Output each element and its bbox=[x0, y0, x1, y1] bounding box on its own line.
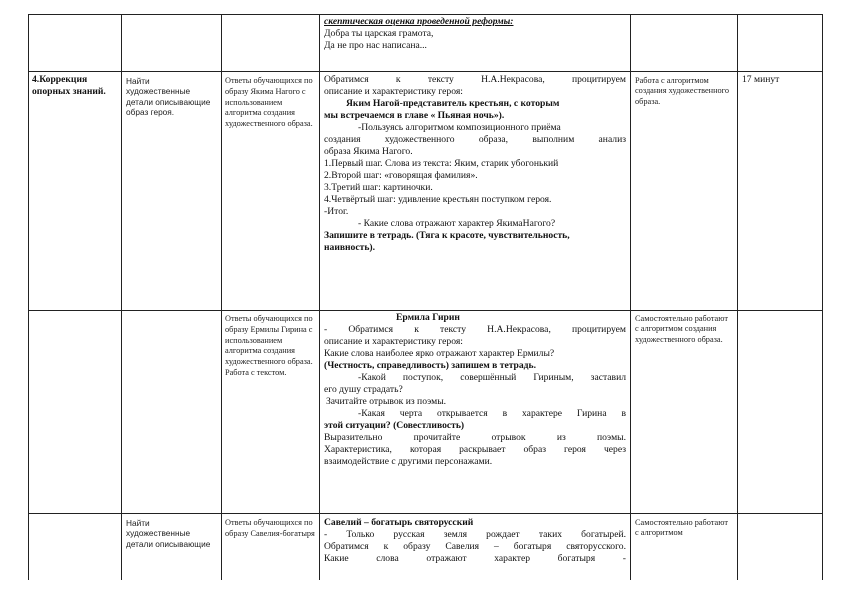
lesson-content-cell bbox=[324, 312, 626, 468]
activity-line: Зачитайте отрывок из поэмы. bbox=[326, 396, 447, 407]
time-text: 17 минут bbox=[742, 74, 780, 85]
activity-line: (Честность, справедливость) запишем в тетрадь. bbox=[324, 360, 536, 371]
activity-line: 2.Второй шаг: «говорящая фамилия». bbox=[324, 170, 478, 181]
table-border bbox=[121, 14, 122, 580]
lesson-content-cell bbox=[324, 517, 626, 565]
activity-line: мы встречаемся в главе « Пьяная ночь»). bbox=[324, 110, 505, 121]
result-cell bbox=[635, 76, 733, 107]
activity-line: Характеристика, которая раскрывает образ героя через bbox=[324, 444, 626, 455]
result-cell bbox=[635, 518, 733, 539]
table-row bbox=[324, 16, 626, 52]
result-cell bbox=[635, 314, 733, 345]
activity-line: образа Якима Нагого. bbox=[324, 146, 413, 157]
student-activity-text: Ответы обучающихся по образу Савелия-богатыря bbox=[225, 518, 315, 538]
activity-line: 3.Третий шаг: картиночки. bbox=[324, 182, 433, 193]
teacher-activity-text: Найти художественные детали описывающие образ героя. bbox=[126, 76, 211, 118]
activity-line: - Обратимся к тексту Н.А.Некрасова, процитируем bbox=[324, 324, 626, 335]
activity-line: описание и характеристику героя: bbox=[324, 336, 463, 347]
table-border bbox=[630, 14, 631, 580]
teacher-activity-cell bbox=[126, 76, 216, 118]
activity-line: - Только русская земля рождает таких богатырей. bbox=[324, 529, 626, 540]
activity-line: Запишите в тетрадь. (Тяга к красоте, чувствительность, bbox=[324, 230, 570, 241]
activity-line: - Какие слова отражают характер ЯкимаНагого? bbox=[358, 218, 556, 229]
table-border bbox=[737, 14, 738, 580]
table-border bbox=[822, 14, 823, 580]
student-activity-cell bbox=[225, 76, 315, 130]
activity-line: Яким Нагой-представитель крестьян, с которым bbox=[346, 98, 560, 109]
student-activity-text: Ответы обучающихся по образу Ермилы Гирина с использованием алгоритма создания художественного образа. Работа с текстом. bbox=[225, 314, 313, 377]
teacher-activity-cell bbox=[126, 518, 216, 549]
time-cell bbox=[742, 74, 820, 86]
activity-line: 4.Четвёртый шаг: удивление крестьян поступком героя. bbox=[324, 194, 552, 205]
result-text: Самостоятельно работают с алгоритмом создания художественного образа. bbox=[635, 314, 728, 344]
activity-line: Да не про нас написана... bbox=[324, 40, 427, 51]
activity-line: Савелий – богатырь святорусский bbox=[324, 517, 474, 528]
activity-line: Ермила Гирин bbox=[396, 312, 460, 323]
activity-line: Какие слова отражают характер богатыря - bbox=[324, 553, 626, 564]
table-border bbox=[221, 14, 222, 580]
result-text: Самостоятельно работают с алгоритмом bbox=[635, 518, 728, 538]
activity-line: Какие слова наиболее ярко отражают характер Ермилы? bbox=[324, 348, 555, 359]
activity-line: -Какой поступок, совершённый Гириным, заставил bbox=[358, 372, 626, 383]
student-activity-cell bbox=[225, 518, 315, 540]
activity-line: -Пользуясь алгоритмом композиционного приёма bbox=[358, 122, 561, 133]
activity-line: -Какая черта открывается в характере Гирина в bbox=[358, 408, 626, 419]
student-activity-text: Ответы обучающихся по образу Якима Нагого с использованием алгоритма создания художественного образа. bbox=[225, 76, 313, 129]
activity-line: Добра ты царская грамота, bbox=[324, 28, 434, 39]
table-border bbox=[319, 14, 320, 580]
stage-cell bbox=[32, 74, 110, 98]
activity-line: 1.Первый шаг. Слова из текста: Яким, старик убогонький bbox=[324, 158, 559, 169]
activity-line: наивность). bbox=[324, 242, 375, 253]
table-border bbox=[28, 71, 823, 72]
table-border bbox=[28, 14, 29, 580]
activity-line: Обратимся к тексту Н.А.Некрасова, процитируем bbox=[324, 74, 626, 85]
activity-line: Обратимся к образу Савелия – богатыря святорусского. bbox=[324, 541, 626, 552]
table-border bbox=[28, 310, 823, 311]
activity-line: взаимодействие с другими персонажами. bbox=[324, 456, 493, 467]
activity-line: его душу страдать? bbox=[324, 384, 403, 395]
teacher-activity-text: Найти художественные детали описывающие bbox=[126, 518, 211, 549]
table-border bbox=[28, 513, 823, 514]
table-border bbox=[28, 14, 823, 15]
activity-line: этой ситуации? (Совестливость) bbox=[324, 420, 465, 431]
activity-line: создания художественного образа, выполним анализ bbox=[324, 134, 626, 145]
activity-line: Выразительно прочитайте отрывок из поэмы. bbox=[324, 432, 626, 443]
activity-line: -Итог. bbox=[324, 206, 349, 217]
activity-line: описание и характеристику героя: bbox=[324, 86, 463, 97]
activity-line: скептическая оценка проведенной реформы: bbox=[324, 16, 514, 27]
student-activity-cell bbox=[225, 314, 315, 379]
stage-label: 4.Коррекция опорных знаний. bbox=[32, 74, 106, 97]
lesson-content-cell bbox=[324, 74, 626, 254]
result-text: Работа с алгоритмом создания художественного образа. bbox=[635, 76, 729, 106]
